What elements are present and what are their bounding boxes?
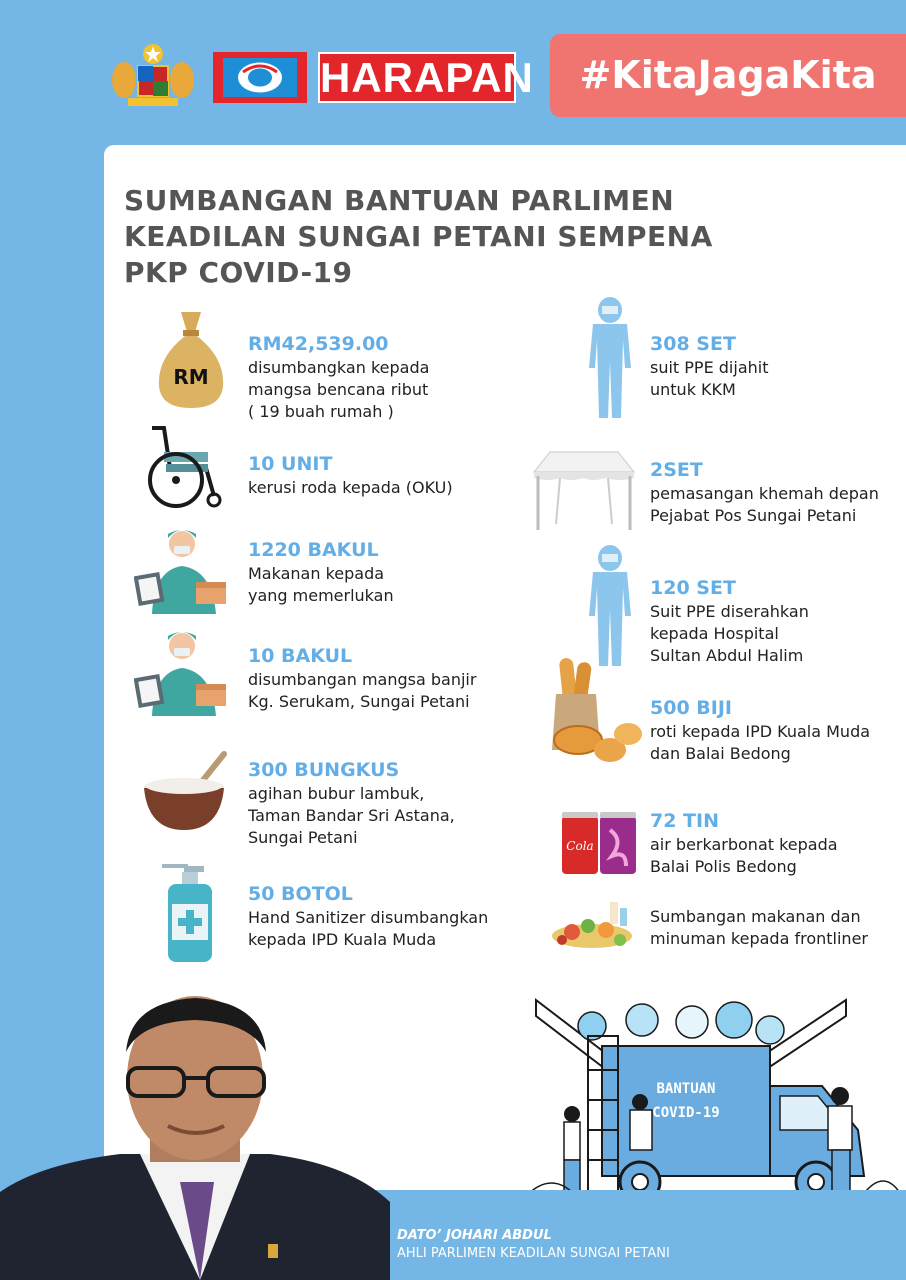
party-flag-logo [213,52,307,103]
food-icon [548,896,636,952]
item-body-frontliner: Sumbangan makanan dan minuman kepada frontliner [650,907,868,948]
item-body-soda: air berkarbonat kepada Balai Polis Bedong [650,835,838,876]
caption-name: DATO’ JOHARI ABDUL [397,1228,552,1243]
truck-label-line-1: BANTUAN [656,1081,716,1097]
page-title [124,183,764,291]
porridge-bowl-icon [140,750,232,834]
sanitizer-bottle-icon [158,860,220,964]
item-body-tent: pemasangan khemah depan Pejabat Pos Sungai Petani [650,484,879,525]
soda-can-icon [560,810,640,876]
item-head-cash: RM42,539.00 [248,333,389,355]
item-body-bread: roti kepada IPD Kuala Muda dan Balai Bedong [650,722,871,763]
item-body-food-basket: Makanan kepada yang memerlukan [248,564,394,605]
ppe-suit-icon [585,296,635,420]
item-head-ppe-120: 120 SET [650,577,736,599]
item-head-flood-basket: 10 BAKUL [248,645,353,667]
wheelchair-icon [142,424,232,510]
delivery-man-icon [134,622,234,716]
item-body-ppe-308: suit PPE dijahit untuk KKM [650,358,769,399]
item-head-wheelchair: 10 UNIT [248,453,333,475]
delivery-man-icon [134,520,234,614]
item-head-porridge: 300 BUNGKUS [248,759,400,781]
item-body-ppe-120: Suit PPE diserahkan kepada Hospital Sultan Abdul Halim [650,602,809,665]
item-head-ppe-308: 308 SET [650,333,736,355]
truck-label-line-2: COVID-19 [652,1105,720,1121]
item-body-sanitizer: Hand Sanitizer disumbangkan kepada IPD Kuala Muda [248,908,489,949]
item-body-wheelchair: kerusi roda kepada (OKU) [248,478,453,497]
ppe-suit-icon [585,544,635,668]
item-head-sanitizer: 50 BOTOL [248,883,353,905]
tent-icon [530,446,638,532]
item-head-bread: 500 BIJI [650,697,732,719]
item-body-porridge: agihan bubur lambuk, Taman Bandar Sri Astana, Sungai Petani [248,784,455,847]
soda-can-label: Cola [566,839,594,853]
item-head-soda: 72 TIN [650,810,719,832]
harapan-logo: HARAPAN [320,54,534,101]
title-line-1: SUMBANGAN BANTUAN PARLIMEN [124,184,675,217]
money-bag-label: RM [173,365,209,389]
bread-icon [548,654,644,764]
malaysia-crest-icon [110,40,196,112]
title-line-2: KEADILAN SUNGAI PETANI SEMPENA [124,220,713,253]
hashtag-banner: #KitaJagaKita [550,34,906,117]
portrait-photo [0,992,390,1280]
item-body-cash: disumbangkan kepada mangsa bencana ribut ( 19 buah rumah ) [248,358,430,421]
title-line-3: PKP COVID-19 [124,256,353,289]
item-head-tent: 2SET [650,459,703,481]
item-head-food-basket: 1220 BAKUL [248,539,379,561]
eye-logo-icon [223,58,297,97]
money-bag-icon [155,308,227,410]
item-body-flood-basket: disumbangan mangsa banjir Kg. Serukam, Sungai Petani [248,670,477,711]
covid-truck-illustration [522,990,906,1216]
caption-role: AHLI PARLIMEN KEADILAN SUNGAI PETANI [397,1246,670,1261]
